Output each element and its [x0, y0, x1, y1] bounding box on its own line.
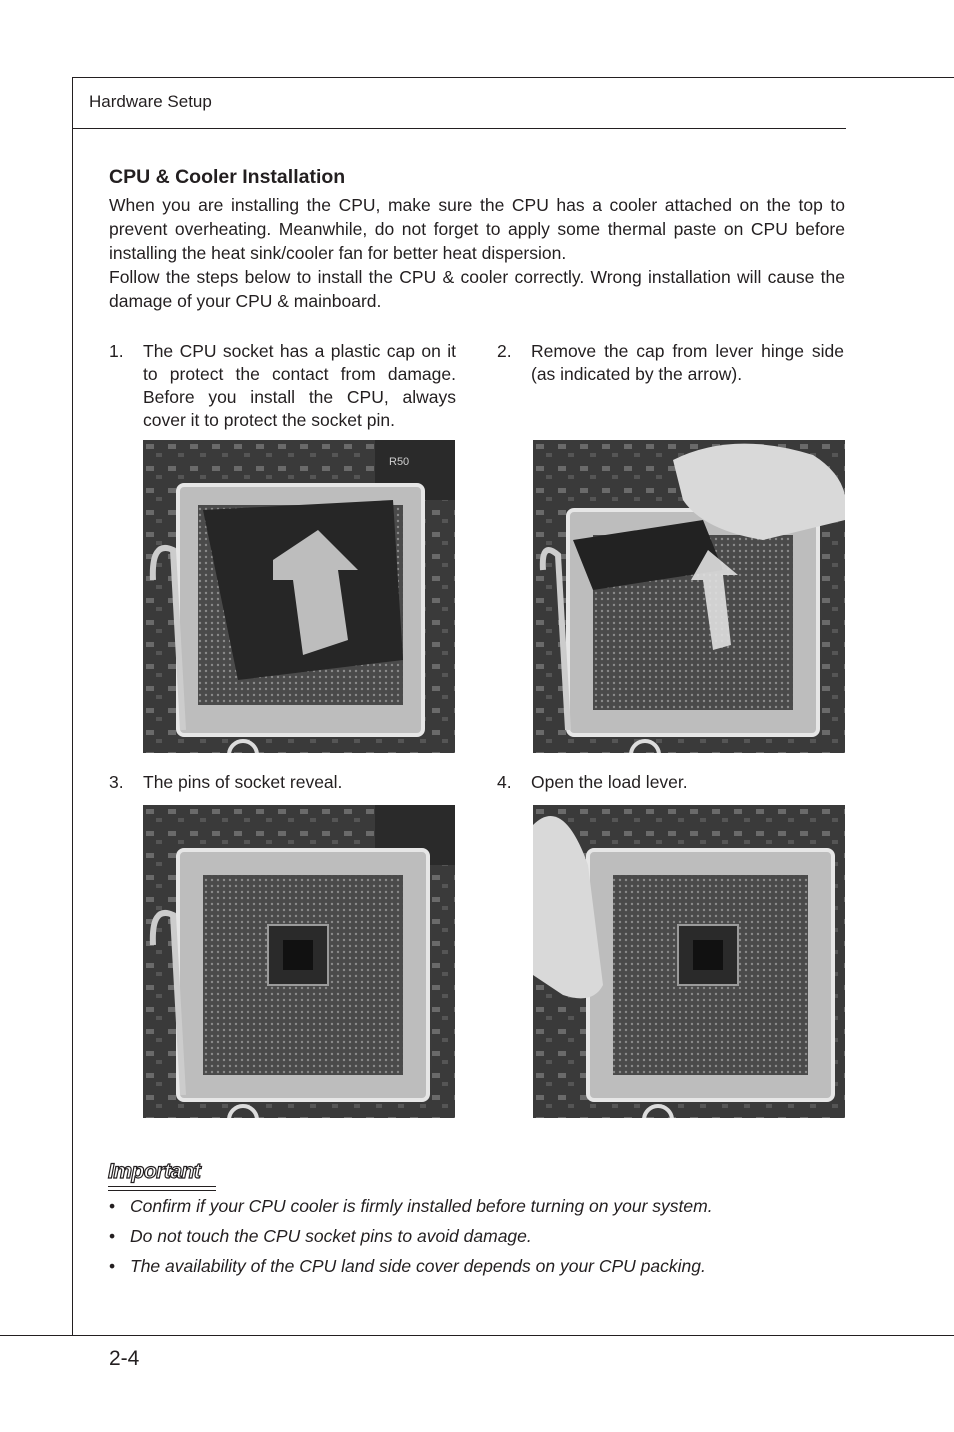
photo-removing-cap: [533, 440, 845, 753]
step-number: 1.: [109, 341, 124, 361]
bullet: •: [109, 1196, 116, 1216]
important-heading: Important: [108, 1160, 201, 1183]
note-text: Do not touch the CPU socket pins to avoid damage.: [130, 1226, 532, 1246]
photo-socket-with-cap: [143, 440, 455, 753]
note-text: Confirm if your CPU cooler is firmly installed before turning on your system.: [130, 1196, 713, 1216]
step-text: Open the load lever.: [531, 772, 688, 792]
step-number: 2.: [497, 341, 512, 361]
note-item: [109, 1254, 849, 1284]
left-margin-rule: [72, 77, 73, 1336]
step-text: The pins of socket reveal.: [143, 772, 343, 792]
open-lever-illustration: [533, 805, 845, 1118]
photo-pins-revealed: [143, 805, 455, 1118]
important-underline: [108, 1186, 216, 1187]
intro-paragraph: When you are installing the CPU, make sure the CPU has a cooler attached on the top to prevent overheating. Meanwhile, do not forget to apply some thermal paste on CPU before installing the heat sink/cooler fan for better heat dispersion.: [109, 195, 845, 263]
socket-cap-illustration: [143, 440, 455, 753]
header-rule: [72, 128, 846, 129]
note-text: The availability of the CPU land side cover depends on your CPU packing.: [130, 1256, 706, 1276]
note-item: [109, 1224, 849, 1254]
footer-rule: [0, 1335, 954, 1336]
top-rule: [72, 77, 954, 78]
intro-paragraph: Follow the steps below to install the CPU & cooler correctly. Wrong installation will cause the damage of your CPU & mainboard.: [109, 267, 845, 311]
component-label: R50: [389, 456, 410, 468]
step-text: Remove the cap from lever hinge side (as indicated by the arrow).: [531, 341, 844, 384]
bullet: •: [109, 1226, 116, 1246]
important-notes: [109, 1194, 849, 1284]
important-underline: [108, 1190, 216, 1191]
pins-revealed-illustration: [143, 805, 455, 1118]
step-number: 4.: [497, 772, 512, 792]
bullet: •: [109, 1256, 116, 1276]
section-title: CPU & Cooler Installation: [109, 166, 346, 188]
step-text: The CPU socket has a plastic cap on it to protect the contact from damage. Before you install the CPU, always cover it to protect the socket pin.: [143, 341, 456, 430]
photo-open-lever: [533, 805, 845, 1118]
running-header: Hardware Setup: [89, 92, 212, 111]
step-number: 3.: [109, 772, 124, 792]
remove-cap-illustration: [533, 440, 845, 753]
page-number: 2-4: [109, 1347, 140, 1370]
note-item: [109, 1194, 849, 1224]
